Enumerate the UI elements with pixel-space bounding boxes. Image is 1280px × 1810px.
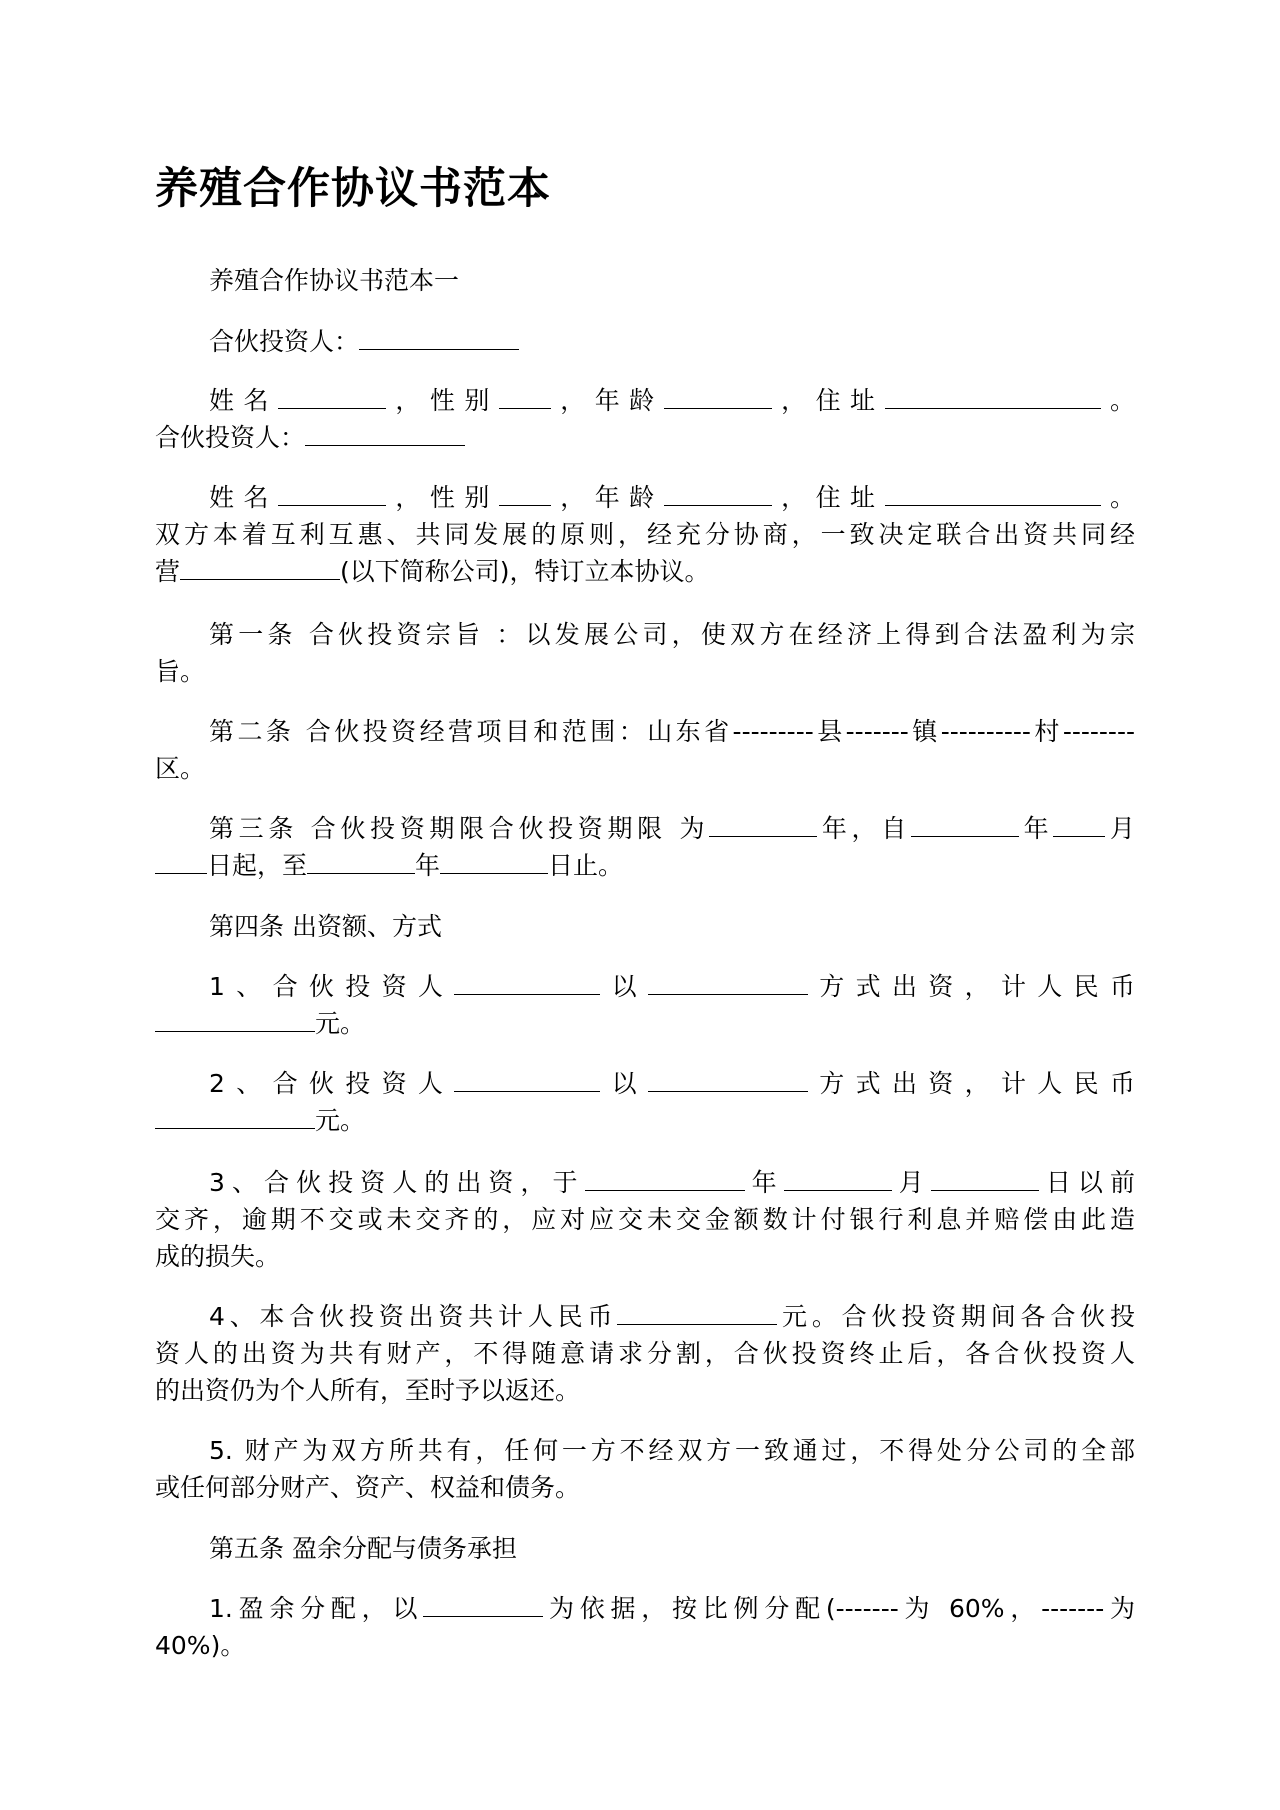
investor-2-info: 姓名 ，性别 ，年龄 ，住址 。 双方本着互利互惠、共同发展的原则，经充分协商，一致决定联合出资共同经 营 (以下简称公司)，特订立本协议。 — [155, 483, 1135, 586]
blank-age-1[interactable] — [664, 386, 772, 409]
blank-name-1[interactable] — [278, 386, 386, 409]
blank-method-b[interactable] — [648, 1069, 808, 1092]
article-4-item-1: 1、合伙投资人 以 方式出资，计人民币 元。 — [155, 968, 1135, 1042]
article-4-item-5: 5. 财产为双方所共有，任何一方不经双方一致通过，不得处分公司的全部 或任何部分财产、资产、权益和债务。 — [155, 1436, 1135, 1502]
blank-address-2[interactable] — [885, 483, 1101, 506]
article-5-heading: 第五条 盈余分配与债务承担 — [209, 1534, 517, 1563]
blank-pay-month[interactable] — [784, 1168, 892, 1191]
subtitle: 养殖合作协议书范本一 — [209, 266, 460, 295]
blank-address-1[interactable] — [885, 386, 1101, 409]
blank-name-2[interactable] — [278, 483, 386, 506]
article-2: 第二条 合伙投资经营项目和范围：山东省---------县-------镇----------村-------- 区。 — [155, 717, 1135, 783]
article-4-item-4: 4、本合伙投资出资共计人民币 元。合伙投资期间各合伙投 资人的出资为共有财产，不得随意请求分割，合伙投资终止后，各合伙投资人 的出资仍为个人所有，至时予以返还。 — [155, 1302, 1135, 1405]
article-4-heading: 第四条 出资额、方式 — [209, 912, 442, 941]
article-4-item-3: 3、合伙投资人的出资，于 年 月 日以前 交齐，逾期不交或未交齐的，应对应交未交金额数计付银行利息并赔偿由此造 成的损失。 — [155, 1168, 1135, 1271]
blank-method-a[interactable] — [648, 972, 808, 995]
article-4-item-2: 2、合伙投资人 以 方式出资，计人民币 元。 — [155, 1065, 1135, 1139]
blank-amount-a[interactable] — [155, 1009, 315, 1032]
investor-1-paragraph: 合伙投资人： — [155, 323, 1135, 360]
blank-end-date[interactable] — [440, 851, 548, 874]
document-title: 养殖合作协议书范本 — [155, 164, 551, 214]
blank-amount-b[interactable] — [155, 1106, 315, 1129]
blank-total-amount[interactable] — [617, 1302, 777, 1325]
investor-1-info: 姓名 ，性别 ，年龄 ，住址 。 合伙投资人： — [155, 386, 1135, 452]
blank-investor-b[interactable] — [454, 1069, 600, 1092]
blank-term-years[interactable] — [709, 814, 817, 837]
blank-pay-day[interactable] — [931, 1168, 1039, 1191]
article-3: 第三条 合伙投资期限合伙投资期限 为 年，自 年 月 日起，至 年 日止。 — [155, 810, 1135, 884]
blank-investor-a[interactable] — [454, 972, 600, 995]
blank-end-year[interactable] — [307, 851, 415, 874]
blank-investor-1[interactable] — [359, 327, 519, 350]
blank-start-day[interactable] — [155, 851, 207, 874]
blank-company-name[interactable] — [180, 557, 340, 580]
article-5-item-1: 1.盈余分配，以 为依据，按比例分配(-------为 60%，-------为 40%)。 — [155, 1594, 1135, 1660]
blank-age-2[interactable] — [664, 483, 772, 506]
blank-gender-2[interactable] — [499, 483, 551, 506]
blank-pay-year[interactable] — [585, 1168, 745, 1191]
blank-gender-1[interactable] — [499, 386, 551, 409]
blank-investor-2[interactable] — [305, 423, 465, 446]
blank-start-month[interactable] — [1053, 814, 1105, 837]
article-1: 第一条 合伙投资宗旨 ：以发展公司，使双方在经济上得到合法盈利为宗 旨。 — [155, 620, 1135, 686]
blank-profit-basis[interactable] — [423, 1594, 543, 1617]
blank-start-year[interactable] — [911, 814, 1019, 837]
